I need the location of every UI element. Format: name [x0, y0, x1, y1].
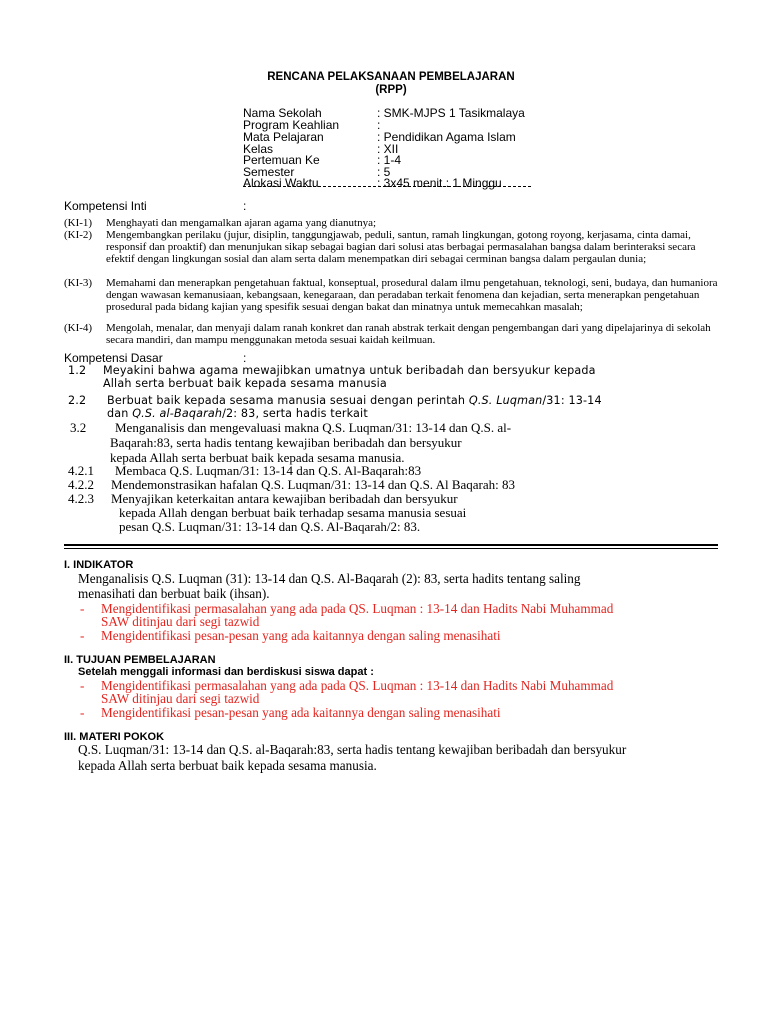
- tujuan-bullet: Mengidentifikasi permasalahan yang ada pada QS. Luqman : 13-14 dan Hadits Nabi Muhammad: [101, 678, 614, 693]
- identity-label: Pertemuan Ke: [243, 153, 320, 167]
- kd-number: 4.2.2: [68, 477, 94, 492]
- tujuan-subtitle: Setelah menggali informasi dan berdiskusi siswa dapat :: [78, 666, 374, 678]
- identity-label: Alokasi Waktu: [243, 176, 319, 190]
- kd-text: kepada Allah serta berbuat baik kepada sesama manusia.: [110, 450, 405, 465]
- ki-text: Mengolah, menalar, dan menyaji dalam ranah konkret dan ranah abstrak terkait dengan pengembangan dari yang dipelajarinya di sekolah secara mandiri, dan mampu menggunakan metoda sesuai kaidah keilmuan.: [106, 322, 711, 347]
- document-subtitle: (RPP): [375, 84, 407, 96]
- ki-code: (KI-4): [64, 322, 93, 334]
- section-divider-thin: [64, 548, 718, 549]
- section-divider: [64, 544, 718, 546]
- kd-text: Allah serta berbuat baik kepada sesama manusia: [103, 377, 387, 390]
- kompetensi-dasar-label: Kompetensi Dasar: [64, 351, 163, 365]
- bullet-dash: -: [80, 678, 85, 693]
- kd-text: dan Q.S. al-Baqarah/2: 83, serta hadis terkait: [107, 407, 368, 420]
- identity-value: : 1-4: [377, 153, 402, 167]
- identity-label: Semester: [243, 165, 295, 179]
- kd-text: Berbuat baik kepada sesama manusia sesuai dengan perintah Q.S. Luqman/31: 13-14: [107, 394, 602, 407]
- kd-number: 3.2: [70, 420, 87, 435]
- kd-text: Mendemonstrasikan hafalan Q.S. Luqman/31: 13-14 dan Q.S. Al Baqarah: 83: [111, 477, 516, 492]
- materi-text: kepada Allah serta berbuat baik kepada sesama manusia.: [78, 758, 377, 773]
- section-title-materi: III. MATERI POKOK: [64, 731, 165, 743]
- ki-text: Mengembangkan perilaku (jujur, disiplin, tanggungjawab, peduli, santun, ramah lingkungan, gotong royong, kerjasama, cinta damai, responsif dan proaktif) dan menunjukan sikap sebagai bagian dari solusi atas berbagai permasalahan bangsa dalam berinteraksi secara efektif dengan lingkungan sosial dan alam serta dalam menempatkan diri sebagai cerminan bangsa dalam pergaulan dunia;: [106, 229, 696, 266]
- bullet-dash: -: [80, 601, 85, 616]
- identity-label: Program Keahlian: [243, 118, 340, 132]
- bullet-dash: -: [80, 705, 85, 720]
- identity-label: Mata Pelajaran: [243, 130, 324, 144]
- identity-value: : 5: [377, 165, 391, 179]
- identity-divider: [243, 186, 531, 187]
- kd-text: Membaca Q.S. Luqman/31: 13-14 dan Q.S. Al-Baqarah:83: [115, 463, 422, 478]
- kompetensi-dasar-colon: :: [243, 351, 247, 365]
- kd-text: Menganalisis dan mengevaluasi makna Q.S. Luqman/31: 13-14 dan Q.S. al-: [115, 420, 512, 435]
- kd-number: 1.2: [68, 364, 87, 377]
- kompetensi-inti-label: Kompetensi Inti: [64, 199, 147, 213]
- ki-code: (KI-1): [64, 217, 93, 229]
- kompetensi-inti-colon: :: [243, 199, 247, 213]
- indikator-text: menasihati dan berbuat baik (ihsan).: [78, 586, 270, 601]
- ki-text: Memahami dan menerapkan pengetahuan faktual, konseptual, prosedural dalam ilmu pengetahuan, teknologi, seni, budaya, dan humaniora dengan wawasan kemanusiaan, kebangsaan, kenegaraan, dan peradaban terkait fenomena dan kejadian, serta menerapkan pengetahuan prosedural pada bidang kajian yang spesifik sesuai dengan bakat dan minatnya untuk memecahkan masalah;: [106, 277, 718, 314]
- kd-text: kepada Allah dengan berbuat baik terhadap sesama manusia sesuai: [119, 505, 467, 520]
- kd-text: Meyakini bahwa agama mewajibkan umatnya untuk beribadah dan bersyukur kepada: [103, 364, 596, 377]
- identity-value: : 3x45 menit : 1 Minggu: [377, 176, 502, 190]
- identity-value: :: [377, 118, 381, 132]
- identity-value: : XII: [377, 142, 399, 156]
- indikator-bullet: Mengidentifikasi pesan-pesan yang ada kaitannya dengan saling menasihati: [101, 628, 501, 643]
- ki-code: (KI-3): [64, 277, 93, 289]
- ki-code: (KI-2): [64, 229, 93, 241]
- kd-number: 2.2: [68, 394, 87, 407]
- section-title-tujuan: II. TUJUAN PEMBELAJARAN: [64, 654, 216, 666]
- tujuan-bullet: Mengidentifikasi pesan-pesan yang ada kaitannya dengan saling menasihati: [101, 705, 501, 720]
- section-title-indikator: I. INDIKATOR: [64, 559, 134, 571]
- materi-text: Q.S. Luqman/31: 13-14 dan Q.S. al-Baqarah:83, serta hadis tentang kewajiban beribadah dan bersyukur: [78, 742, 627, 757]
- identity-value: : Pendidikan Agama Islam: [377, 130, 516, 144]
- indikator-bullet: SAW ditinjau dari segi tazwid: [101, 614, 260, 629]
- indikator-bullet: Mengidentifikasi permasalahan yang ada pada QS. Luqman : 13-14 dan Hadits Nabi Muhammad: [101, 601, 614, 616]
- kd-number: 4.2.3: [68, 491, 94, 506]
- kd-text: Baqarah:83, serta hadis tentang kewajiban beribadah dan bersyukur: [110, 435, 462, 450]
- kd-number: 4.2.1: [68, 463, 94, 478]
- indikator-text: Menganalisis Q.S. Luqman (31): 13-14 dan Q.S. Al-Baqarah (2): 83, serta hadits tentang saling: [78, 571, 581, 586]
- identity-value: : SMK-MJPS 1 Tasikmalaya: [377, 106, 525, 120]
- kd-text: Menyajikan keterkaitan antara kewajiban beribadah dan bersyukur: [111, 491, 458, 506]
- identity-label: Nama Sekolah: [243, 106, 322, 120]
- bullet-dash: -: [80, 628, 85, 643]
- document-title: RENCANA PELAKSANAAN PEMBELAJARAN: [267, 71, 515, 83]
- identity-label: Kelas: [243, 142, 274, 156]
- kd-text: pesan Q.S. Luqman/31: 13-14 dan Q.S. Al-Baqarah/2: 83.: [119, 519, 421, 534]
- tujuan-bullet: SAW ditinjau dari segi tazwid: [101, 691, 260, 706]
- ki-text: Menghayati dan mengamalkan ajaran agama yang dianutnya;: [106, 217, 377, 229]
